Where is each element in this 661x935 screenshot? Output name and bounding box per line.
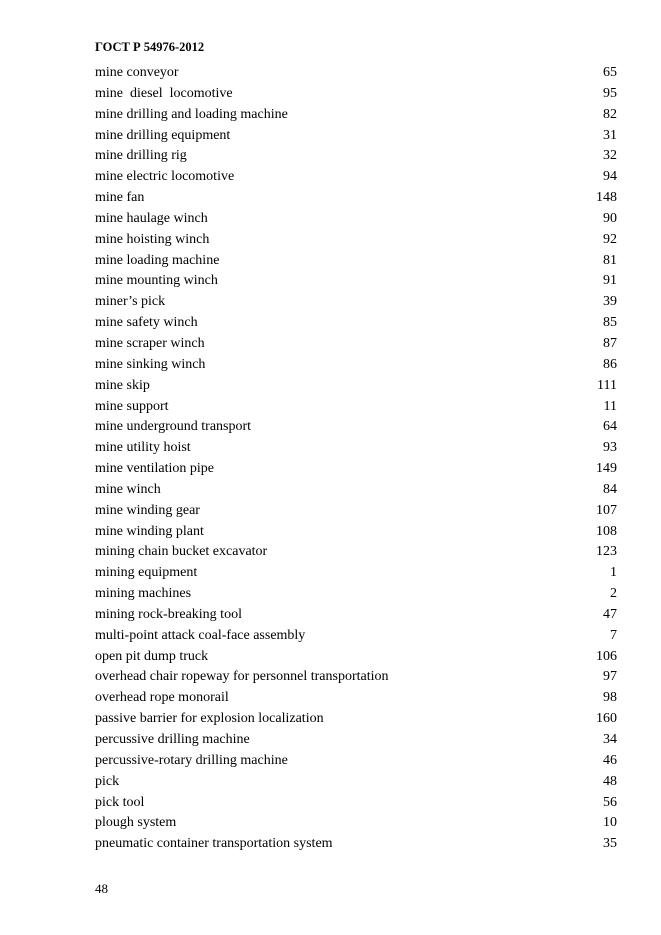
- index-page-ref: 86: [603, 356, 617, 372]
- index-term: miner’s pick: [95, 294, 166, 310]
- index-term: mine diesel locomotive: [95, 85, 233, 101]
- index-page-ref: 31: [603, 127, 617, 143]
- index-page-ref: 123: [596, 544, 617, 560]
- index-entry: [95, 688, 617, 709]
- index-term: mine drilling and loading machine: [95, 106, 288, 122]
- index-page-ref: 10: [603, 815, 617, 831]
- index-entry: [95, 334, 617, 355]
- index-entry: [95, 667, 617, 688]
- index-entry: [95, 63, 617, 84]
- index-entry: [95, 355, 617, 376]
- index-term: percussive drilling machine: [95, 732, 250, 747]
- index-page-ref: 81: [603, 252, 617, 268]
- index-term: open pit dump truck: [95, 648, 209, 664]
- index-term: mine support: [95, 398, 169, 414]
- index-term: mine winch: [95, 481, 161, 497]
- index-term: mining chain bucket excavator: [95, 544, 268, 560]
- index-page-ref: 47: [603, 606, 617, 622]
- index-term: mine safety winch: [95, 315, 198, 331]
- index-entry: [95, 751, 617, 772]
- page-number: 48: [95, 881, 108, 896]
- index-term: mine winding plant: [95, 523, 204, 539]
- index-page-ref: 111: [597, 377, 617, 393]
- index-list: [95, 63, 617, 855]
- index-term: mining rock-breaking tool: [95, 606, 242, 622]
- index-term: mine loading machine: [95, 252, 220, 268]
- index-term: mine underground transport: [95, 419, 252, 435]
- index-term: mining equipment: [95, 565, 198, 581]
- index-page-ref: 56: [603, 794, 617, 810]
- index-page-ref: 82: [603, 106, 617, 122]
- index-page-ref: 93: [603, 440, 617, 456]
- index-entry: [95, 772, 617, 793]
- index-page-ref: 97: [603, 669, 617, 685]
- index-term: mine utility hoist: [95, 440, 191, 456]
- index-entry: [95, 146, 617, 167]
- index-term: mine drilling equipment: [95, 127, 231, 143]
- index-term: pneumatic container transportation system: [95, 836, 333, 852]
- index-page-ref: 90: [603, 210, 617, 226]
- index-entry: [95, 209, 617, 230]
- index-page-ref: 160: [596, 711, 617, 727]
- index-entry: [95, 730, 617, 751]
- index-term: overhead chair ropeway for personnel transportation: [95, 669, 389, 685]
- index-entry: [95, 271, 617, 292]
- index-entry: [95, 563, 617, 584]
- index-term: pick tool: [95, 794, 145, 810]
- index-term: plough system: [95, 815, 177, 831]
- index-term: multi-point attack coal-face assembly: [95, 627, 306, 643]
- document-header: ГОСТ Р 54976-2012: [95, 40, 205, 54]
- index-entry: [95, 647, 617, 668]
- index-page-ref: 98: [603, 690, 617, 706]
- index-term: mine drilling rig: [95, 148, 187, 164]
- index-entry: [95, 376, 617, 397]
- index-page-ref: 34: [603, 732, 617, 747]
- index-entry: [95, 459, 617, 480]
- index-page-ref: 1: [610, 565, 617, 581]
- index-term: overhead rope monorail: [95, 690, 229, 706]
- index-entry: [95, 313, 617, 334]
- index-page-ref: 32: [603, 148, 617, 164]
- index-term: pick: [95, 773, 120, 789]
- index-entry: [95, 167, 617, 188]
- index-page-ref: 39: [603, 294, 617, 310]
- index-page-ref: 148: [596, 190, 617, 206]
- index-entry: [95, 626, 617, 647]
- index-term: percussive-rotary drilling machine: [95, 752, 288, 768]
- index-page-ref: 48: [603, 773, 617, 789]
- index-entry: [95, 709, 617, 730]
- index-entry: [95, 793, 617, 814]
- index-page-ref: 11: [603, 398, 617, 414]
- index-page-ref: 106: [596, 648, 617, 664]
- index-page-ref: 107: [596, 502, 617, 518]
- index-page-ref: 92: [603, 231, 617, 247]
- index-page-ref: 85: [603, 315, 617, 331]
- index-entry: [95, 813, 617, 834]
- index-page-ref: 87: [603, 335, 617, 351]
- index-entry: [95, 584, 617, 605]
- index-entry: [95, 522, 617, 543]
- index-entry: [95, 84, 617, 105]
- index-entry: [95, 292, 617, 313]
- index-page-ref: 149: [596, 461, 617, 477]
- index-entry: [95, 542, 617, 563]
- index-term: mine sinking winch: [95, 356, 206, 372]
- index-entry: [95, 834, 617, 855]
- index-page-ref: 91: [603, 273, 617, 289]
- index-page-ref: 65: [603, 65, 617, 80]
- index-entry: [95, 126, 617, 147]
- index-page-ref: 108: [596, 523, 617, 539]
- index-page-ref: 46: [603, 752, 617, 768]
- index-page-ref: 95: [603, 85, 617, 101]
- index-entry: [95, 230, 617, 251]
- index-entry: [95, 188, 617, 209]
- index-term: passive barrier for explosion localization: [95, 711, 324, 727]
- index-entry: [95, 105, 617, 126]
- index-entry: [95, 438, 617, 459]
- index-page-ref: 35: [603, 836, 617, 852]
- index-term: mine fan: [95, 190, 145, 206]
- index-term: mine electric locomotive: [95, 169, 235, 185]
- index-page-ref: 64: [603, 419, 617, 435]
- index-page-ref: 84: [603, 481, 617, 497]
- index-term: mining machines: [95, 586, 192, 602]
- index-term: mine skip: [95, 377, 150, 393]
- index-entry: [95, 397, 617, 418]
- index-term: mine haulage winch: [95, 210, 208, 226]
- index-term: mine mounting winch: [95, 273, 218, 289]
- index-entry: [95, 501, 617, 522]
- index-entry: [95, 251, 617, 272]
- index-entry: [95, 417, 617, 438]
- index-term: mine ventilation pipe: [95, 461, 214, 477]
- index-term: mine scraper winch: [95, 335, 205, 351]
- index-entry: [95, 605, 617, 626]
- index-page-ref: 7: [610, 627, 617, 643]
- index-term: mine winding gear: [95, 502, 200, 518]
- index-page-ref: 94: [603, 169, 617, 185]
- index-entry: [95, 480, 617, 501]
- index-term: mine conveyor: [95, 65, 179, 80]
- index-term: mine hoisting winch: [95, 231, 210, 247]
- index-page-ref: 2: [610, 586, 617, 602]
